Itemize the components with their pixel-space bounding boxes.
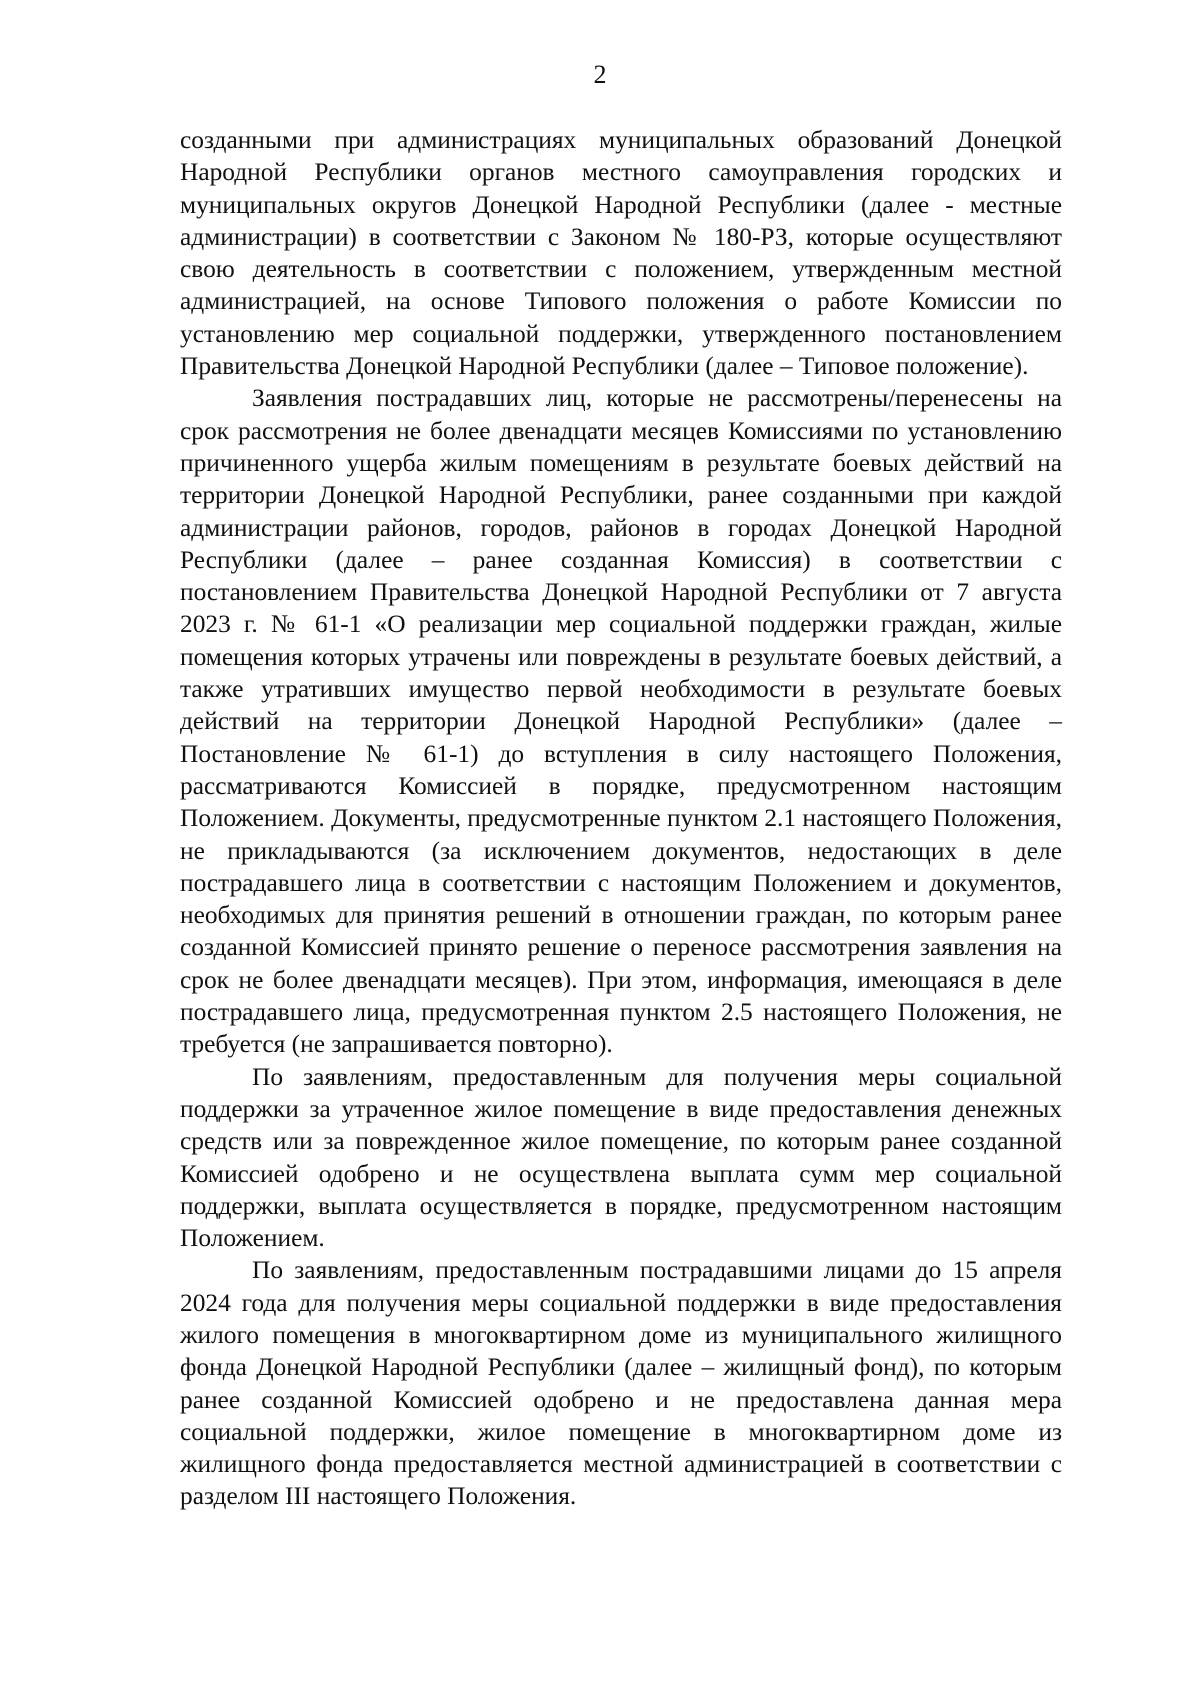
paragraph-housing: По заявлениям, предоставленным пострадавшими лицами до 15 апреля 2024 года для получения меры социальной поддержки в виде предоставления жилого помещения в многоквартирном доме из муниципального жилищного фонда Донецкой Народной Республики (далее – жилищный фонд), по которым ранее созданной Комиссией одобрено и не предоставлена данная мера социальной поддержки, жилое помещение в многоквартирном доме из жилищного фонда предоставляется местной администрацией в соответствии с разделом III настоящего Положения. [180,1256,1062,1511]
page-number: 2 [593,60,607,89]
paragraph-payments: По заявлениям, предоставленным для получения меры социальной поддержки за утраченное жилое помещение в виде предоставления денежных средств или за поврежденное жилое помещение, по которым ранее созданной Комиссией одобрено и не осуществлена выплата сумм мер социальной поддержки, выплата осуществляется в порядке, предусмотренном настоящим Положением. [180,1062,1062,1253]
paragraph-applications: Заявления пострадавших лиц, которые не рассмотрены/перенесены на срок рассмотрения не более двенадцати месяцев Комиссиями по установлению причиненного ущерба жилым помещениям в результате боевых действий на территории Донецкой Народной Республики, ранее созданными при каждой администрации районов, городов, районов в городах Донецкой Народной Республики (далее – ранее созданная Комиссия) в соответствии с постановлением Правительства Донецкой Народной Республики от 7 августа 2023 г. № 61-1 «О реализации мер социальной поддержки граждан, жилые помещения которых утрачены или повреждены в результате боевых действий, а также утративших имущество первой необходимости в результате боевых действий на территории Донецкой Народной Республики» (далее – Постановление № 61-1) до вступления в силу настоящего Положения, рассматриваются Комиссией в порядке, предусмотренном настоящим Положением. Документы, предусмотренные пунктом 2.1 настоящего Положения, не прикладываются (за исключением документов, недостающих в деле пострадавшего лица в соответствии с настоящим Положением и документов, необходимых для принятия решений в отношении граждан, по которым ранее созданной Комиссией принято решение о переносе рассмотрения заявления на срок не более двенадцати месяцев). При этом, информация, имеющаяся в деле пострадавшего лица, предусмотренная пунктом 2.5 настоящего Положения, не требуется (не запрашивается повторно). [180,384,1062,1059]
document-body [180,124,1062,1513]
paragraph-continuation: созданными при администрациях муниципальных образований Донецкой Народной Республики органов местного самоуправления городских и муниципальных округов Донецкой Народной Республики (далее - местные администрации) в соответствии с Законом № 180-РЗ, которые осуществляют свою деятельность в соответствии с положением, утвержденным местной администрацией, на основе Типового положения о работе Комиссии по установлению мер социальной поддержки, утвержденного постановлением Правительства Донецкой Народной Республики (далее – Типовое положение). [180,126,1062,381]
